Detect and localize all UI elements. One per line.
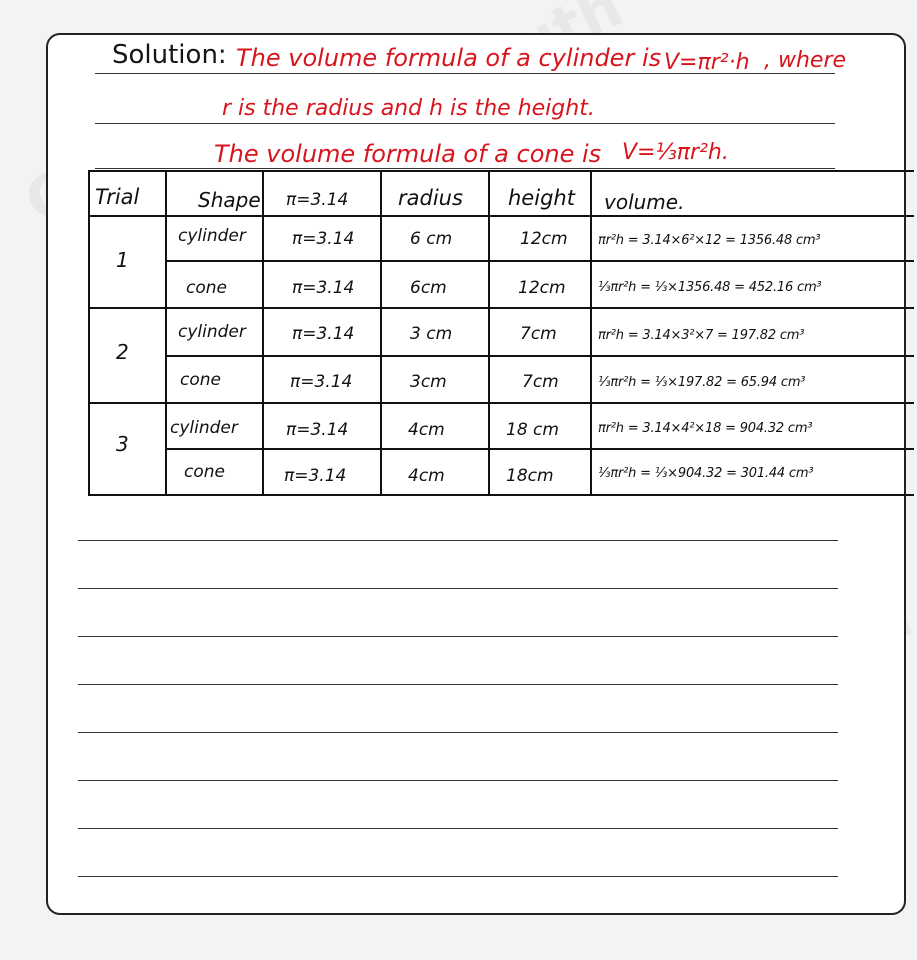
ruled-line (78, 828, 838, 829)
radius-cell: 4cm (408, 420, 445, 440)
intro-line-3: The volume formula of a cone is (214, 140, 602, 168)
volume-cell: πr²h = 3.14×3²×7 = 197.82 cm³ (598, 328, 805, 343)
pi-cell: π=3.14 (292, 229, 355, 249)
radius-cell: 3 cm (410, 324, 453, 344)
radius-cell: 3cm (410, 372, 447, 392)
pi-cell: π=3.14 (286, 420, 349, 440)
table-line (380, 170, 382, 494)
pi-cell: π=3.14 (292, 278, 355, 298)
intro-line-2: r is the radius and h is the height. (222, 96, 595, 121)
shape-cell: cylinder (178, 322, 246, 342)
ruled-line (78, 876, 838, 877)
table-line (488, 170, 490, 494)
ruled-line (78, 588, 838, 589)
header-shape: Shape (198, 188, 261, 212)
header-volume: volume. (604, 190, 685, 214)
radius-cell: 4cm (408, 466, 445, 486)
solution-label: Solution: (112, 40, 227, 70)
shape-cell: cone (184, 462, 225, 482)
shape-cell: cone (180, 370, 221, 390)
table-line (590, 170, 592, 494)
ruled-line (78, 732, 838, 733)
ruled-line (78, 780, 838, 781)
height-cell: 18cm (506, 466, 554, 486)
cone-formula: V=⅓πr²h. (622, 140, 729, 165)
pi-cell: π=3.14 (284, 466, 347, 486)
trial-number: 1 (116, 248, 129, 272)
volume-cell: πr²h = 3.14×6²×12 = 1356.48 cm³ (598, 233, 821, 248)
height-cell: 12cm (520, 229, 568, 249)
intro-line-1: The volume formula of a cylinder is (236, 44, 662, 72)
table-line (88, 307, 914, 309)
volume-cell: πr²h = 3.14×4²×18 = 904.32 cm³ (598, 421, 813, 436)
table-line (165, 448, 914, 450)
ruled-line (95, 123, 835, 124)
table-line (88, 170, 914, 172)
cylinder-formula: V=πr²·h (664, 50, 750, 75)
radius-cell: 6cm (410, 278, 447, 298)
table-line (165, 355, 914, 357)
volume-cell: ⅓πr²h = ⅓×197.82 = 65.94 cm³ (598, 375, 806, 390)
table-line (165, 170, 167, 494)
shape-cell: cylinder (170, 418, 238, 438)
height-cell: 12cm (518, 278, 566, 298)
shape-cell: cone (186, 278, 227, 298)
height-cell: 7cm (520, 324, 557, 344)
ruled-line (78, 636, 838, 637)
radius-cell: 6 cm (410, 229, 453, 249)
header-pi: π=3.14 (286, 190, 349, 210)
intro-line-1-end: , where (764, 48, 847, 73)
table-line (88, 402, 914, 404)
table-line (88, 170, 90, 494)
table-line (88, 215, 914, 217)
shape-cell: cylinder (178, 226, 246, 246)
volume-cell: ⅓πr²h = ⅓×1356.48 = 452.16 cm³ (598, 280, 822, 295)
height-cell: 18 cm (506, 420, 559, 440)
volume-cell: ⅓πr²h = ⅓×904.32 = 301.44 cm³ (598, 466, 814, 481)
table-line (262, 170, 264, 494)
pi-cell: π=3.14 (292, 324, 355, 344)
ruled-line (78, 540, 838, 541)
trial-number: 2 (116, 340, 129, 364)
header-height: height (508, 186, 575, 210)
table-line (88, 494, 914, 496)
ruled-line (95, 168, 835, 169)
table-line (165, 260, 914, 262)
header-radius: radius (398, 186, 463, 210)
ruled-line (78, 684, 838, 685)
height-cell: 7cm (522, 372, 559, 392)
trial-number: 3 (116, 432, 129, 456)
header-trial: Trial (95, 185, 140, 209)
pi-cell: π=3.14 (290, 372, 353, 392)
